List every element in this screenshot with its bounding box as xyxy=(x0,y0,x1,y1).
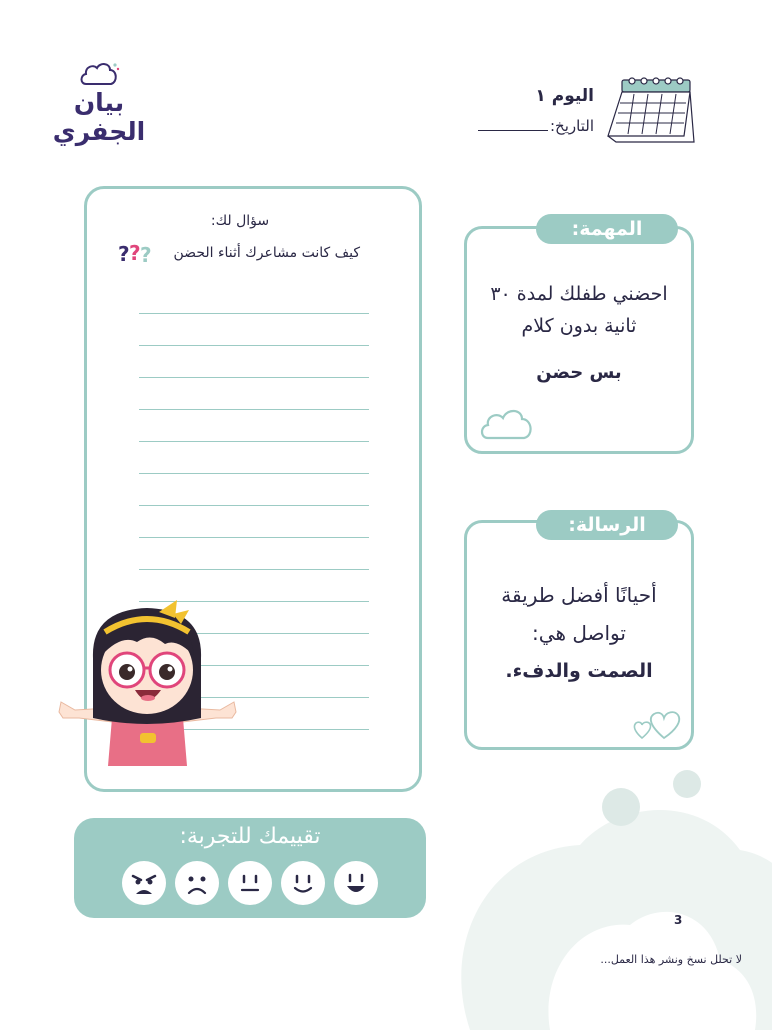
sad-face-icon[interactable] xyxy=(174,860,220,906)
background-dot xyxy=(673,770,701,798)
question-marks-icon xyxy=(118,240,156,266)
page-number: 3 xyxy=(674,913,683,927)
answer-line[interactable] xyxy=(139,569,369,570)
svg-text:?: ? xyxy=(140,243,152,266)
message-emphasis: الصمت والدفء. xyxy=(505,660,653,682)
answer-line[interactable] xyxy=(139,313,369,314)
question-title: سؤال لك: xyxy=(210,213,270,229)
hearts-icon xyxy=(630,704,686,742)
angry-face-icon[interactable] xyxy=(121,860,167,906)
message-tab: الرسالة: xyxy=(536,510,678,540)
answer-line[interactable] xyxy=(139,409,369,410)
date-blank-line xyxy=(478,130,548,131)
background-dot xyxy=(602,788,640,826)
answer-line[interactable] xyxy=(139,377,369,378)
answer-line[interactable] xyxy=(139,537,369,538)
svg-text:?: ? xyxy=(118,242,130,266)
answer-line[interactable] xyxy=(139,441,369,442)
date-field xyxy=(478,117,594,135)
brand-logo: بيان الجفري xyxy=(52,88,146,146)
neutral-face-icon[interactable] xyxy=(227,860,273,906)
calendar-icon xyxy=(606,76,698,146)
answer-line[interactable] xyxy=(139,505,369,506)
smile-face-icon[interactable] xyxy=(280,860,326,906)
message-text: أحيانًا أفضل طريقة تواصل هي: xyxy=(501,583,657,645)
copyright-notice: لا تحلل نسخ ونشر هذا العمل... xyxy=(600,953,742,966)
background-cloud-shape xyxy=(430,790,772,1030)
task-emphasis: بس حضن xyxy=(536,362,622,383)
question-text: كيف كانت مشاعرك أثناء الحضن xyxy=(173,245,360,261)
date-label: التاريخ: xyxy=(550,117,594,135)
svg-text:?: ? xyxy=(129,241,141,265)
task-tab: المهمة: xyxy=(536,214,678,244)
happy-face-icon[interactable] xyxy=(333,860,379,906)
rating-title: تقييمك للتجربة: xyxy=(179,824,321,849)
answer-line[interactable] xyxy=(139,473,369,474)
cloud-icon xyxy=(478,404,538,442)
task-text: احضني طفلك لمدة ٣٠ ثانية بدون كلام xyxy=(490,283,668,337)
girl-illustration xyxy=(55,598,240,768)
answer-line[interactable] xyxy=(139,345,369,346)
day-title: اليوم ١ xyxy=(535,86,594,106)
logo-cloud-icon xyxy=(78,60,120,88)
